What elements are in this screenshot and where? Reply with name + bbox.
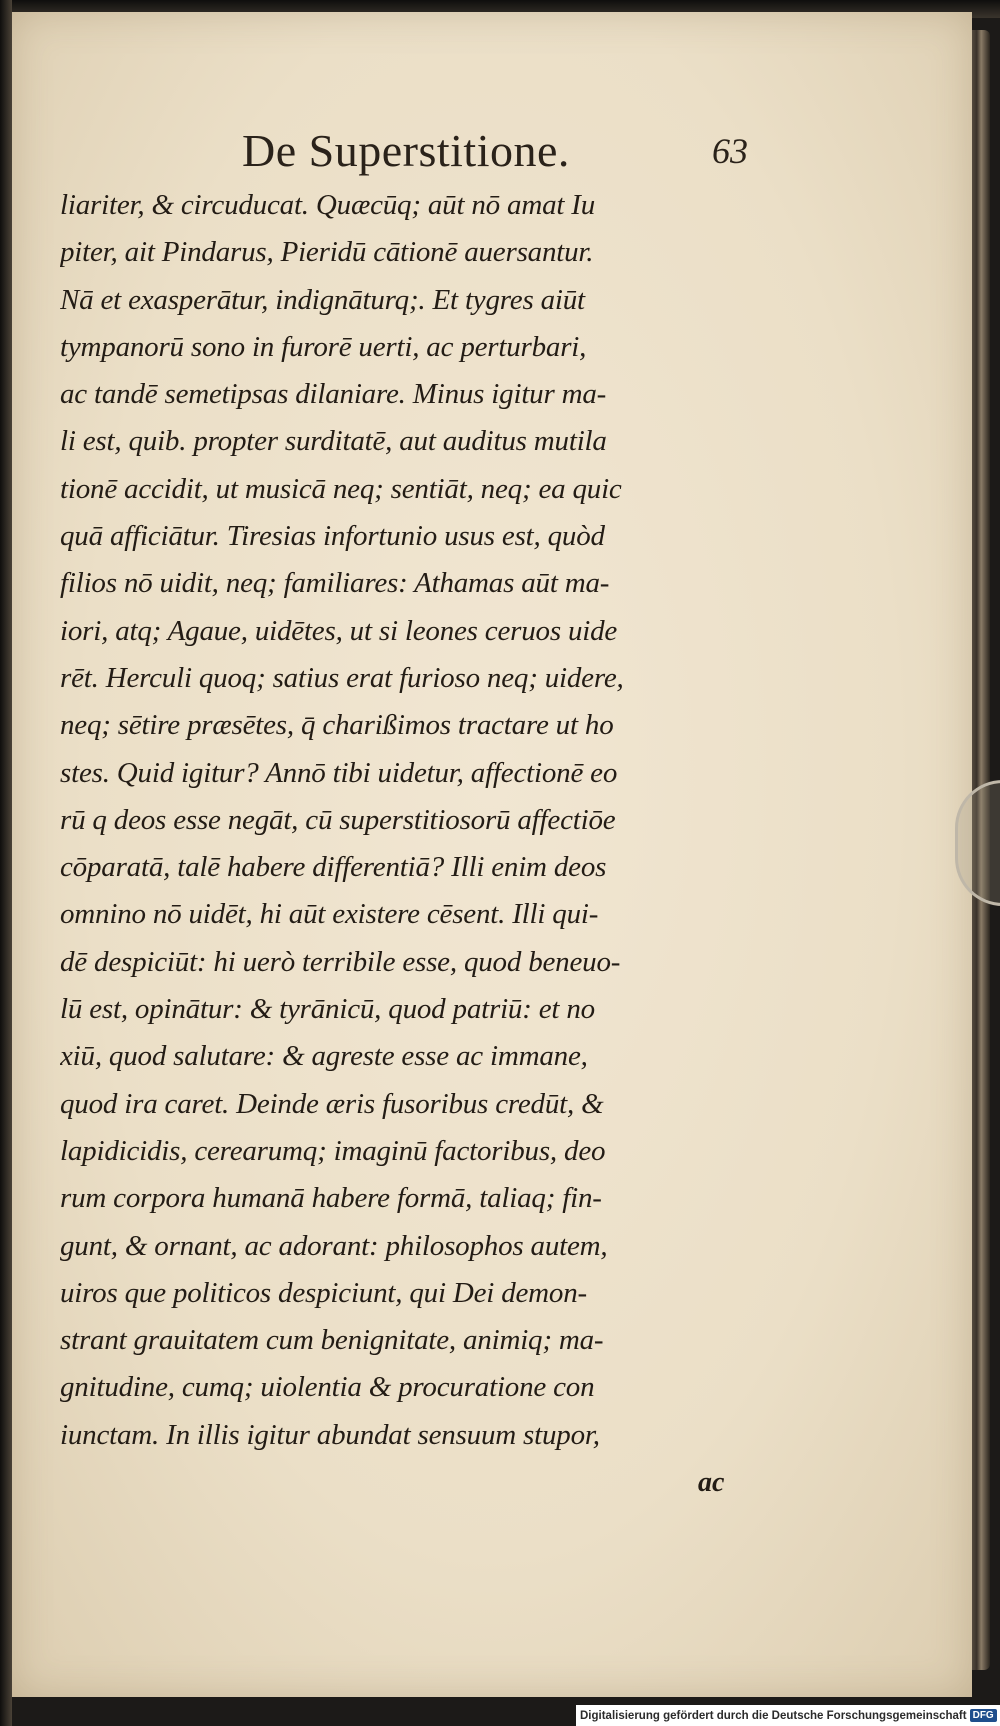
page-header <box>12 124 972 184</box>
text-line: xiū, quod salutare: & agreste esse ac immane, <box>60 1040 588 1073</box>
book-page <box>12 12 972 1697</box>
text-line: strant grauitatem cum benignitate, animiq; ma- <box>60 1324 604 1357</box>
text-line: gunt, & ornant, ac adorant: philosophos autem, <box>60 1229 608 1262</box>
text-line: tionē accidit, ut musicā neq; sentiāt, neq; ea quic <box>60 472 622 505</box>
text-line: liariter, & circuducat. Quæcūq; aūt nō amat Iu <box>60 189 596 221</box>
digitization-credit-bar <box>576 1705 1000 1726</box>
text-line: iori, atq; Agaue, uidētes, ut si leones ceruos uide <box>60 614 618 647</box>
text-line: quā afficiātur. Tiresias infortunio usus est, quòd <box>60 520 605 553</box>
page-number: 63 <box>712 131 748 171</box>
text-block <box>60 182 760 1459</box>
text-line: filios nō uidit, neq; familiares: Athamas aūt ma- <box>60 567 610 600</box>
dfg-logo-icon: DFG <box>970 1709 997 1722</box>
text-line: ac tandē semetipsas dilaniare. Minus igitur ma- <box>60 378 607 411</box>
text-line: dē despiciūt: hi uerò terribile esse, quod beneuo- <box>60 945 621 978</box>
text-line: tympanorū sono in furorē uerti, ac perturbari, <box>60 330 587 363</box>
text-line: Nā et exasperātur, indignāturq;. Et tygres aiūt <box>60 283 585 316</box>
text-line: cōparatā, talē habere differentiā? Illi enim deos <box>60 851 607 884</box>
text-line: lū est, opinātur: & tyrānicū, quod patriū: et no <box>60 993 595 1026</box>
text-line: rū q deos esse negāt, cū superstitiosorū affectiōe <box>60 803 616 836</box>
text-line: rum corpora humanā habere formā, taliaq; fin- <box>60 1182 602 1215</box>
text-line: quod ira caret. Deinde æris fusoribus credūt, & <box>60 1087 604 1120</box>
text-line: iunctam. In illis igitur abundat sensuum stupor, <box>60 1418 600 1451</box>
text-line: gnitudine, cumq; uiolentia & procuratione con <box>60 1371 595 1404</box>
text-line: stes. Quid igitur? Annō tibi uidetur, affectionē eo <box>60 756 618 789</box>
catchword: ac <box>698 1467 725 1498</box>
scan-frame-left <box>0 0 12 1726</box>
text-line: lapidicidis, cerearumq; imaginū factoribus, deo <box>60 1134 606 1167</box>
running-title: De Superstitione. <box>242 125 570 176</box>
text-line: li est, quib. propter surditatē, aut auditus mutila <box>60 425 607 458</box>
text-line: piter, ait Pindarus, Pieridū cātionē auersantur. <box>60 236 594 269</box>
text-line: omnino nō uidēt, hi aūt existere cēsent. Illi qui- <box>60 898 599 931</box>
text-line: neq; sētire præsētes, q̄ charißimos tractare ut ho <box>60 709 614 742</box>
text-line: rēt. Herculi quoq; satius erat furioso neq; uidere, <box>60 661 624 694</box>
text-line: uiros que politicos despiciunt, qui Dei demon- <box>60 1276 587 1309</box>
digitization-credit: Digitalisierung gefördert durch die Deutsche Forschungsgemeinschaft <box>580 1709 967 1722</box>
